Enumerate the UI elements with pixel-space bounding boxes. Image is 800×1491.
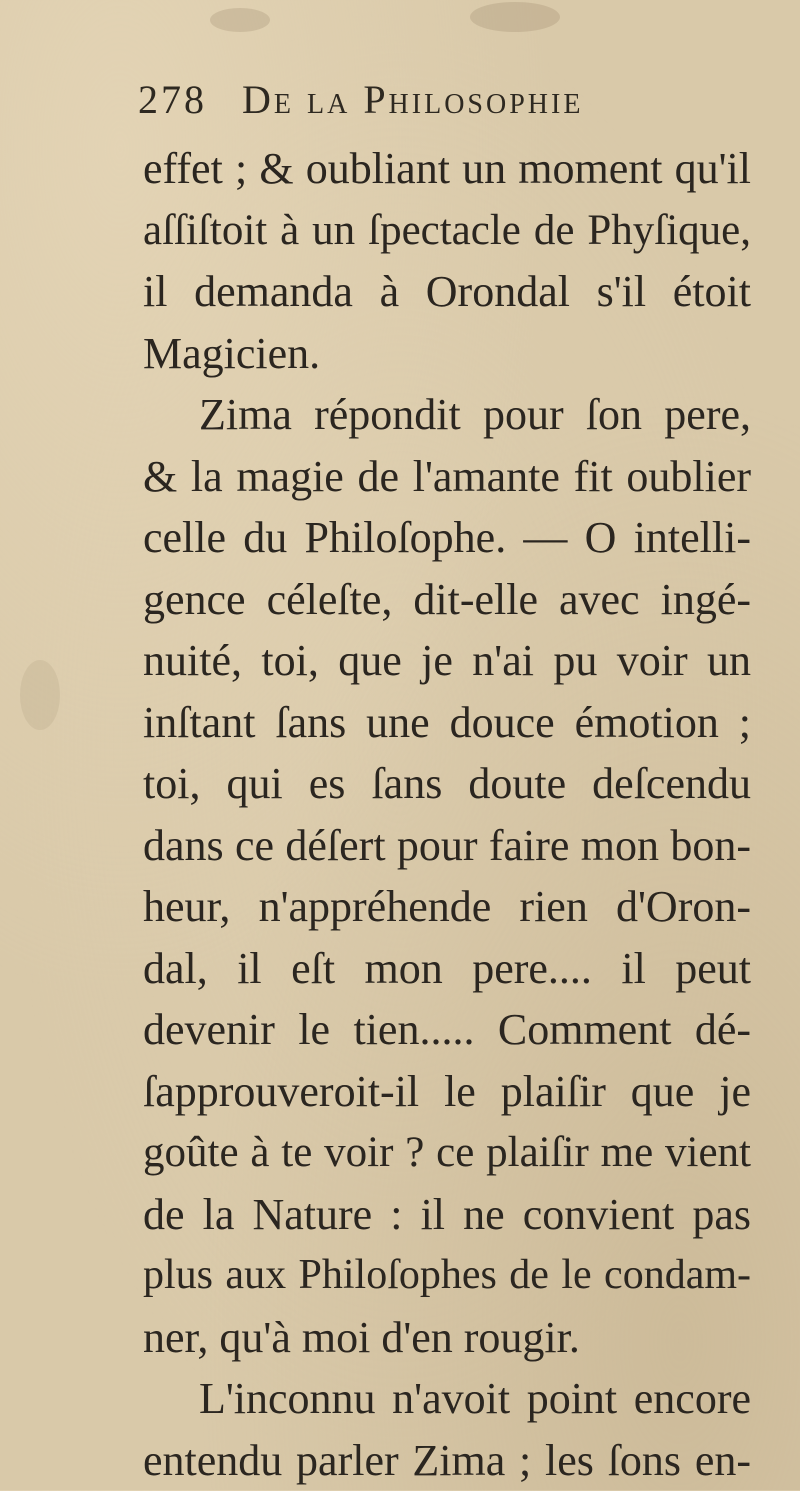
text-line: nuité, toi, que je n'ai pu voir un — [143, 630, 751, 692]
text-line: Magicien. — [143, 323, 751, 385]
text-line: goûte à te voir ? ce plaiſir me vient — [143, 1122, 751, 1184]
paper-stain — [20, 660, 60, 730]
text-line: il demanda à Orondal s'il étoit — [143, 261, 751, 323]
text-line: devenir le tien..... Comment dé- — [143, 999, 751, 1061]
text-line: de la Nature : il ne convient pas — [143, 1184, 751, 1246]
text-line: toi, qui es ſans doute deſcendu — [143, 753, 751, 815]
running-header — [138, 76, 778, 136]
page-number: 278 — [138, 76, 207, 123]
running-title: De la Philosophie — [242, 76, 583, 123]
text-line: inſtant ſans une douce émotion ; — [143, 692, 751, 754]
body-text — [143, 138, 751, 1491]
text-line: Zima répondit pour ſon pere, — [143, 384, 751, 446]
text-line: & la magie de l'amante fit oublier — [143, 446, 751, 508]
text-line: heur, n'appréhende rien d'Oron- — [143, 876, 751, 938]
text-line: dans ce déſert pour faire mon bon- — [143, 815, 751, 877]
text-line: gence céleſte, dit-elle avec ingé- — [143, 569, 751, 631]
text-line: L'inconnu n'avoit point encore — [143, 1368, 751, 1430]
text-line: ſapprouveroit-il le plaiſir que je — [143, 1061, 751, 1123]
text-line: plus aux Philoſophes de le condam- — [143, 1245, 751, 1307]
text-line: celle du Philoſophe. — O intelli- — [143, 507, 751, 569]
paper-stain — [470, 2, 560, 32]
paper-stain — [210, 8, 270, 32]
text-line: aſſiſtoit à un ſpectacle de Phyſique, — [143, 200, 751, 262]
text-line: entendu parler Zima ; les ſons en- — [143, 1430, 751, 1491]
text-line: effet ; & oubliant un moment qu'il — [143, 138, 751, 200]
text-line: ner, qu'à moi d'en rougir. — [143, 1307, 751, 1369]
text-line: dal, il eſt mon pere.... il peut — [143, 938, 751, 1000]
